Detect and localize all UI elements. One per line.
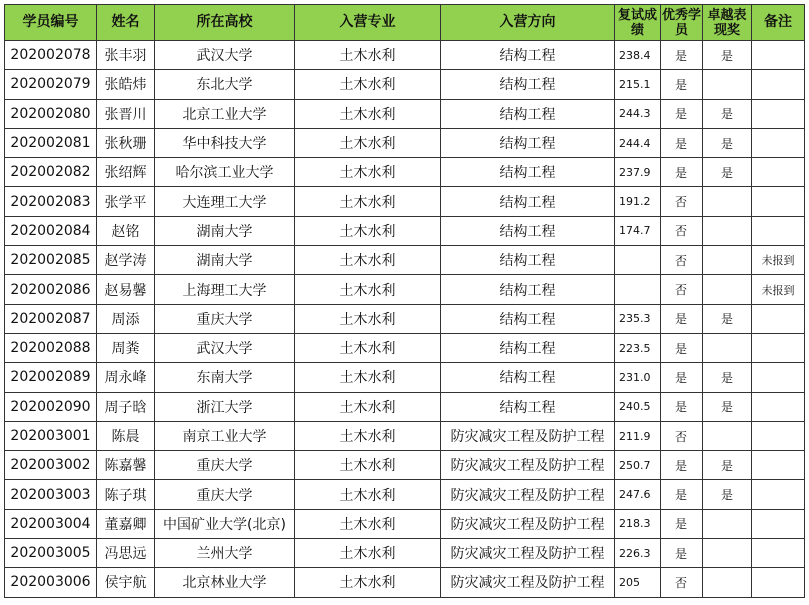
- cell-major: 土木水利: [295, 392, 441, 421]
- cell-excellent: 否: [661, 421, 703, 450]
- header-direction: 入营方向: [441, 5, 615, 41]
- cell-major: 土木水利: [295, 187, 441, 216]
- cell-student-id: 202002088: [5, 333, 97, 362]
- results-sheet: [4, 4, 805, 598]
- cell-major: 土木水利: [295, 158, 441, 187]
- cell-school: 重庆大学: [155, 304, 295, 333]
- cell-score: 174.7: [615, 216, 661, 245]
- cell-school: 湖南大学: [155, 246, 295, 275]
- cell-school: 东南大学: [155, 363, 295, 392]
- cell-major: 土木水利: [295, 70, 441, 99]
- cell-note: [752, 333, 805, 362]
- cell-award: 是: [703, 480, 752, 509]
- table-row: [5, 480, 805, 509]
- cell-award: [703, 539, 752, 568]
- cell-note: [752, 539, 805, 568]
- cell-student-id: 202002089: [5, 363, 97, 392]
- cell-excellent: 否: [661, 216, 703, 245]
- cell-score: 247.6: [615, 480, 661, 509]
- header-note: 备注: [752, 5, 805, 41]
- cell-direction: 结构工程: [441, 41, 615, 70]
- table-row: [5, 246, 805, 275]
- cell-note: [752, 451, 805, 480]
- cell-excellent: 是: [661, 333, 703, 362]
- cell-name: 周子晗: [97, 392, 155, 421]
- cell-school: 重庆大学: [155, 451, 295, 480]
- cell-major: 土木水利: [295, 99, 441, 128]
- cell-name: 董嘉卿: [97, 509, 155, 538]
- cell-score: 218.3: [615, 509, 661, 538]
- cell-major: 土木水利: [295, 509, 441, 538]
- cell-award: 是: [703, 158, 752, 187]
- cell-direction: 防灾减灾工程及防护工程: [441, 480, 615, 509]
- cell-score: 238.4: [615, 41, 661, 70]
- cell-excellent: 是: [661, 41, 703, 70]
- cell-award: 是: [703, 99, 752, 128]
- cell-student-id: 202002083: [5, 187, 97, 216]
- cell-excellent: 是: [661, 158, 703, 187]
- cell-student-id: 202003004: [5, 509, 97, 538]
- cell-school: 武汉大学: [155, 41, 295, 70]
- cell-school: 南京工业大学: [155, 421, 295, 450]
- header-school: 所在高校: [155, 5, 295, 41]
- cell-excellent: 是: [661, 304, 703, 333]
- cell-note: [752, 41, 805, 70]
- table-row: [5, 275, 805, 304]
- cell-direction: 结构工程: [441, 275, 615, 304]
- header-row: [5, 5, 805, 41]
- cell-note: [752, 509, 805, 538]
- table-row: [5, 41, 805, 70]
- cell-major: 土木水利: [295, 246, 441, 275]
- cell-excellent: 否: [661, 246, 703, 275]
- cell-excellent: 是: [661, 509, 703, 538]
- cell-score: 250.7: [615, 451, 661, 480]
- cell-direction: 防灾减灾工程及防护工程: [441, 539, 615, 568]
- cell-school: 重庆大学: [155, 480, 295, 509]
- cell-student-id: 202003006: [5, 568, 97, 597]
- cell-student-id: 202002090: [5, 392, 97, 421]
- table-row: [5, 509, 805, 538]
- cell-note: [752, 187, 805, 216]
- cell-direction: 结构工程: [441, 99, 615, 128]
- cell-note: 未报到: [752, 246, 805, 275]
- cell-direction: 防灾减灾工程及防护工程: [441, 451, 615, 480]
- table-row: [5, 99, 805, 128]
- cell-name: 张学平: [97, 187, 155, 216]
- cell-score: [615, 275, 661, 304]
- cell-award: [703, 70, 752, 99]
- cell-name: 陈晨: [97, 421, 155, 450]
- cell-note: [752, 216, 805, 245]
- cell-direction: 结构工程: [441, 363, 615, 392]
- table-row: [5, 421, 805, 450]
- table-body: [5, 41, 805, 598]
- cell-major: 土木水利: [295, 333, 441, 362]
- cell-award: [703, 333, 752, 362]
- cell-score: 223.5: [615, 333, 661, 362]
- header-score: 复试成绩: [615, 5, 661, 41]
- cell-name: 赵学涛: [97, 246, 155, 275]
- cell-school: 华中科技大学: [155, 128, 295, 157]
- cell-score: 191.2: [615, 187, 661, 216]
- cell-major: 土木水利: [295, 275, 441, 304]
- cell-student-id: 202003001: [5, 421, 97, 450]
- cell-excellent: 是: [661, 99, 703, 128]
- cell-school: 北京工业大学: [155, 99, 295, 128]
- cell-note: [752, 99, 805, 128]
- cell-excellent: 是: [661, 70, 703, 99]
- cell-score: 211.9: [615, 421, 661, 450]
- cell-school: 东北大学: [155, 70, 295, 99]
- cell-student-id: 202002084: [5, 216, 97, 245]
- cell-score: 240.5: [615, 392, 661, 421]
- table-row: [5, 568, 805, 597]
- cell-name: 冯思远: [97, 539, 155, 568]
- cell-major: 土木水利: [295, 480, 441, 509]
- table-row: [5, 187, 805, 216]
- cell-score: 237.9: [615, 158, 661, 187]
- cell-name: 赵铭: [97, 216, 155, 245]
- cell-excellent: 是: [661, 392, 703, 421]
- cell-score: 205: [615, 568, 661, 597]
- cell-name: 张绍辉: [97, 158, 155, 187]
- cell-major: 土木水利: [295, 568, 441, 597]
- cell-note: [752, 392, 805, 421]
- cell-direction: 结构工程: [441, 304, 615, 333]
- cell-direction: 结构工程: [441, 128, 615, 157]
- cell-name: 张晋川: [97, 99, 155, 128]
- table-row: [5, 70, 805, 99]
- cell-direction: 结构工程: [441, 70, 615, 99]
- student-results-table: [4, 4, 805, 598]
- cell-award: [703, 275, 752, 304]
- cell-name: 陈子琪: [97, 480, 155, 509]
- cell-student-id: 202002079: [5, 70, 97, 99]
- cell-excellent: 否: [661, 187, 703, 216]
- cell-school: 武汉大学: [155, 333, 295, 362]
- cell-excellent: 是: [661, 539, 703, 568]
- header-excellent: 优秀学员: [661, 5, 703, 41]
- cell-student-id: 202003002: [5, 451, 97, 480]
- header-major: 入营专业: [295, 5, 441, 41]
- cell-score: [615, 246, 661, 275]
- cell-student-id: 202003005: [5, 539, 97, 568]
- cell-name: 周添: [97, 304, 155, 333]
- cell-name: 张丰羽: [97, 41, 155, 70]
- cell-score: 226.3: [615, 539, 661, 568]
- cell-student-id: 202002087: [5, 304, 97, 333]
- cell-excellent: 否: [661, 568, 703, 597]
- table-row: [5, 392, 805, 421]
- cell-school: 上海理工大学: [155, 275, 295, 304]
- table-row: [5, 158, 805, 187]
- cell-score: 235.3: [615, 304, 661, 333]
- cell-award: [703, 509, 752, 538]
- cell-student-id: 202002082: [5, 158, 97, 187]
- cell-score: 231.0: [615, 363, 661, 392]
- table-row: [5, 539, 805, 568]
- cell-student-id: 202002080: [5, 99, 97, 128]
- cell-note: [752, 421, 805, 450]
- cell-major: 土木水利: [295, 216, 441, 245]
- cell-note: [752, 128, 805, 157]
- cell-major: 土木水利: [295, 421, 441, 450]
- cell-name: 陈嘉馨: [97, 451, 155, 480]
- cell-school: 兰州大学: [155, 539, 295, 568]
- cell-direction: 防灾减灾工程及防护工程: [441, 509, 615, 538]
- cell-excellent: 是: [661, 480, 703, 509]
- cell-award: [703, 246, 752, 275]
- cell-direction: 结构工程: [441, 216, 615, 245]
- cell-excellent: 是: [661, 451, 703, 480]
- cell-school: 北京林业大学: [155, 568, 295, 597]
- cell-major: 土木水利: [295, 363, 441, 392]
- cell-direction: 结构工程: [441, 246, 615, 275]
- cell-major: 土木水利: [295, 304, 441, 333]
- cell-name: 赵易馨: [97, 275, 155, 304]
- table-row: [5, 128, 805, 157]
- cell-direction: 结构工程: [441, 333, 615, 362]
- header-id: 学员编号: [5, 5, 97, 41]
- cell-award: [703, 421, 752, 450]
- cell-school: 大连理工大学: [155, 187, 295, 216]
- cell-score: 244.3: [615, 99, 661, 128]
- table-row: [5, 304, 805, 333]
- cell-award: 是: [703, 451, 752, 480]
- cell-major: 土木水利: [295, 128, 441, 157]
- cell-excellent: 是: [661, 128, 703, 157]
- cell-direction: 防灾减灾工程及防护工程: [441, 421, 615, 450]
- cell-direction: 防灾减灾工程及防护工程: [441, 568, 615, 597]
- cell-direction: 结构工程: [441, 158, 615, 187]
- cell-name: 周永峰: [97, 363, 155, 392]
- cell-major: 土木水利: [295, 539, 441, 568]
- table-row: [5, 363, 805, 392]
- cell-score: 215.1: [615, 70, 661, 99]
- cell-student-id: 202002086: [5, 275, 97, 304]
- cell-name: 张皓炜: [97, 70, 155, 99]
- cell-award: 是: [703, 392, 752, 421]
- cell-name: 周粪: [97, 333, 155, 362]
- header-name: 姓名: [97, 5, 155, 41]
- cell-student-id: 202002081: [5, 128, 97, 157]
- cell-excellent: 否: [661, 275, 703, 304]
- table-row: [5, 333, 805, 362]
- cell-award: [703, 568, 752, 597]
- cell-award: 是: [703, 128, 752, 157]
- cell-student-id: 202002078: [5, 41, 97, 70]
- cell-note: [752, 363, 805, 392]
- cell-excellent: 是: [661, 363, 703, 392]
- cell-school: 浙江大学: [155, 392, 295, 421]
- cell-score: 244.4: [615, 128, 661, 157]
- cell-award: 是: [703, 363, 752, 392]
- cell-student-id: 202003003: [5, 480, 97, 509]
- cell-school: 中国矿业大学(北京): [155, 509, 295, 538]
- header-award: 卓越表现奖: [703, 5, 752, 41]
- cell-direction: 结构工程: [441, 187, 615, 216]
- cell-student-id: 202002085: [5, 246, 97, 275]
- cell-award: [703, 216, 752, 245]
- table-row: [5, 451, 805, 480]
- cell-note: [752, 70, 805, 99]
- cell-school: 湖南大学: [155, 216, 295, 245]
- cell-major: 土木水利: [295, 41, 441, 70]
- cell-name: 侯宇航: [97, 568, 155, 597]
- cell-direction: 结构工程: [441, 392, 615, 421]
- cell-note: [752, 568, 805, 597]
- cell-award: [703, 187, 752, 216]
- table-row: [5, 216, 805, 245]
- cell-name: 张秋珊: [97, 128, 155, 157]
- cell-school: 哈尔滨工业大学: [155, 158, 295, 187]
- cell-major: 土木水利: [295, 451, 441, 480]
- cell-award: 是: [703, 41, 752, 70]
- cell-award: 是: [703, 304, 752, 333]
- cell-note: [752, 158, 805, 187]
- cell-note: 未报到: [752, 275, 805, 304]
- cell-note: [752, 480, 805, 509]
- cell-note: [752, 304, 805, 333]
